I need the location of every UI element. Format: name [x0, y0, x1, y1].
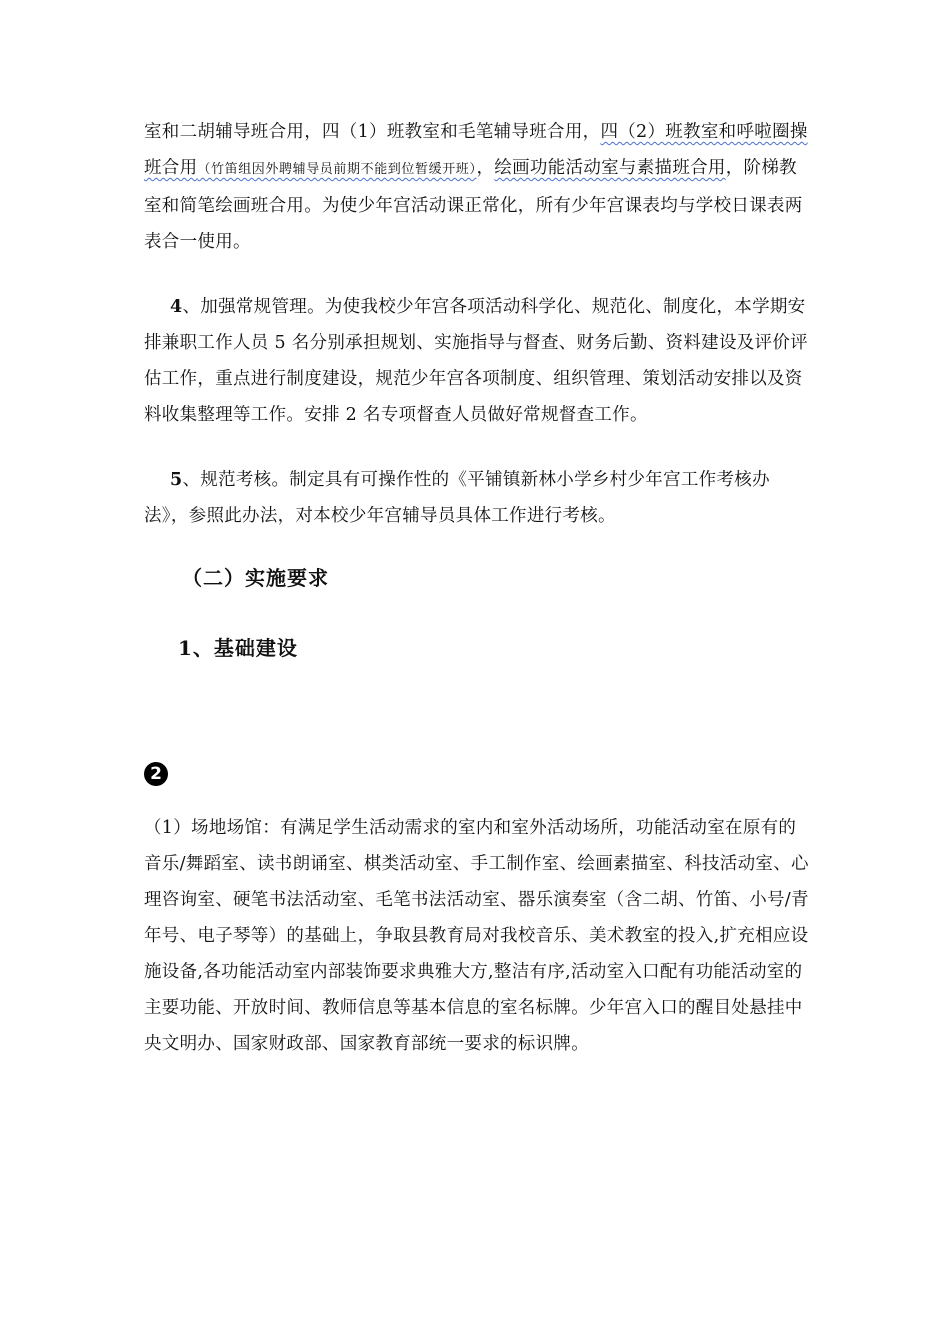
paragraph-routine-management — [144, 289, 810, 433]
item-heading-text: 、基础建设 — [192, 636, 298, 660]
grammar-underlined-text: 四（2）班教室和呼啦圈操班合用 — [144, 122, 808, 178]
paragraph-venues: （1）场地场馆：有满足学生活动需求的室内和室外活动场所，功能活动室在原有的音乐/舞蹈室、读书朗诵室、棋类活动室、手工制作室、绘画素描室、科技活动室、心理咨询室、硬笔书法活动室、毛笔书法活动室、器乐演奏室（含二胡、竹笛、小号/青年号、电子琴等）的基础上，争取县教育局对我校音乐、美术教室的投入,扩充相应设施设备,各功能活动室内部装饰要求典雅大方,整洁有序,活动室入口配有功能活动室的主要功能、开放时间、教师信息等基本信息的室名标牌。少年宫入口的醒目处悬挂中央文明办、国家财政部、国家教育部统一要求的标识牌。 — [144, 818, 809, 1054]
item-number: 1 — [178, 636, 193, 660]
item-number: 5 — [170, 470, 183, 490]
paragraph-text: 室和二胡辅导班合用，四（1）班教室和毛笔辅导班合用， — [144, 122, 601, 142]
paragraph-classroom-sharing — [144, 114, 810, 260]
item-heading — [178, 632, 298, 661]
paragraph-text: ，阶梯教室和简笔绘画班合用。为使少年宫活动课正常化，所有少年宫课表均与学校日课表两表合一使用。 — [144, 158, 803, 252]
paragraph-assessment — [144, 462, 810, 534]
section-heading: （二）实施要求 — [182, 566, 329, 590]
paragraph-text: 、加强常规管理。为使我校少年宫各项活动科学化、规范化、制度化，本学期安排兼职工作人员 5 名分别承担规划、实施指导与督查、财务后勤、资料建设及评价评估工作，重点进行制度建设，规范少年宫各项制度、组织管理、策划活动安排以及资料收集整理等工作。安排 2 名专项督查人员做好常规督查工作。 — [144, 297, 808, 425]
parenthetical-note: （竹笛组因外聘辅导员前期不能到位暂缓开班） — [197, 162, 477, 177]
grammar-underlined-text: 绘画功能活动室与素描班合用 — [494, 158, 726, 178]
paragraph-text: 、规范考核。制定具有可操作性的《平铺镇新林小学乡村少年宫工作考核办法》，参照此办法，对本校少年宫辅导员具体工作进行考核。 — [144, 470, 770, 526]
circled-number-icon: 2 — [144, 762, 168, 786]
item-number: 4 — [170, 297, 183, 317]
paragraph-text: ， — [476, 158, 495, 178]
